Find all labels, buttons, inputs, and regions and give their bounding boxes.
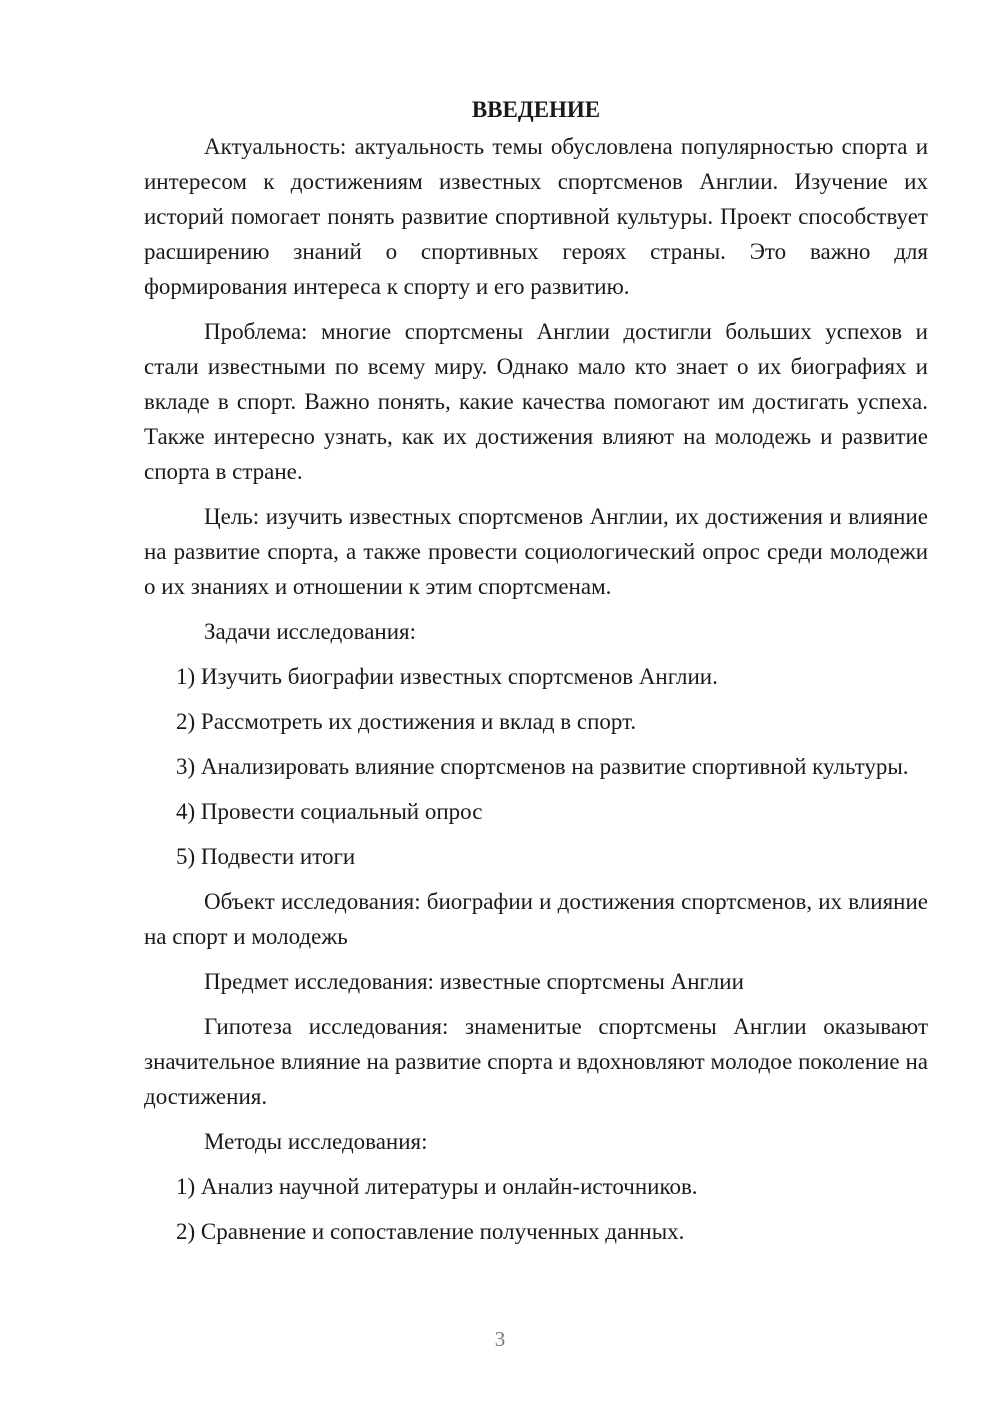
goal-paragraph: Цель: изучить известных спортсменов Англии, их достижения и влияние на развитие спорта, а также провести социологический опрос среди молодежи о их знаниях и отношении к этим спортсменам. bbox=[144, 504, 928, 599]
page-number: 3 bbox=[494, 1327, 506, 1351]
page-title: ВВЕДЕНИЕ bbox=[471, 97, 601, 122]
method-item: 1) Анализ научной литературы и онлайн-источников. bbox=[176, 1174, 698, 1199]
method-item: 2) Сравнение и сопоставление полученных данных. bbox=[176, 1219, 685, 1244]
task-item: 4) Провести социальный опрос bbox=[176, 799, 483, 824]
task-item: 2) Рассмотреть их достижения и вклад в спорт. bbox=[176, 709, 637, 734]
task-item: 3) Анализировать влияние спортсменов на развитие спортивной культуры. bbox=[176, 754, 909, 779]
hypothesis-paragraph: Гипотеза исследования: знаменитые спортсмены Англии оказывают значительное влияние на развитие спорта и вдохновляют молодое поколение на достижения. bbox=[144, 1014, 928, 1109]
methods-heading: Методы исследования: bbox=[204, 1129, 428, 1154]
task-item: 5) Подвести итоги bbox=[176, 844, 356, 869]
task-item: 1) Изучить биографии известных спортсменов Англии. bbox=[176, 664, 718, 689]
problem-paragraph: Проблема: многие спортсмены Англии достигли больших успехов и стали известными по всему миру. Однако мало кто знает о их биографиях и вкладе в спорт. Важно понять, какие качества помогают им достигать успеха. Также интересно узнать, как их достижения влияют на молодежь и развитие спорта в стране. bbox=[144, 319, 928, 484]
subject-paragraph: Предмет исследования: известные спортсмены Англии bbox=[204, 969, 744, 994]
tasks-heading: Задачи исследования: bbox=[204, 619, 417, 644]
relevance-paragraph: Актуальность: актуальность темы обусловлена популярностью спорта и интересом к достижениям известных спортсменов Англии. Изучение их историй помогает понять развитие спортивной культуры. Проект способствует расширению знаний о спортивных героях страны. Это важно для формирования интереса к спорту и его развитию. bbox=[144, 134, 928, 299]
object-paragraph: Объект исследования: биографии и достижения спортсменов, их влияние на спорт и молодежь bbox=[144, 889, 928, 949]
document-page bbox=[144, 92, 928, 1259]
